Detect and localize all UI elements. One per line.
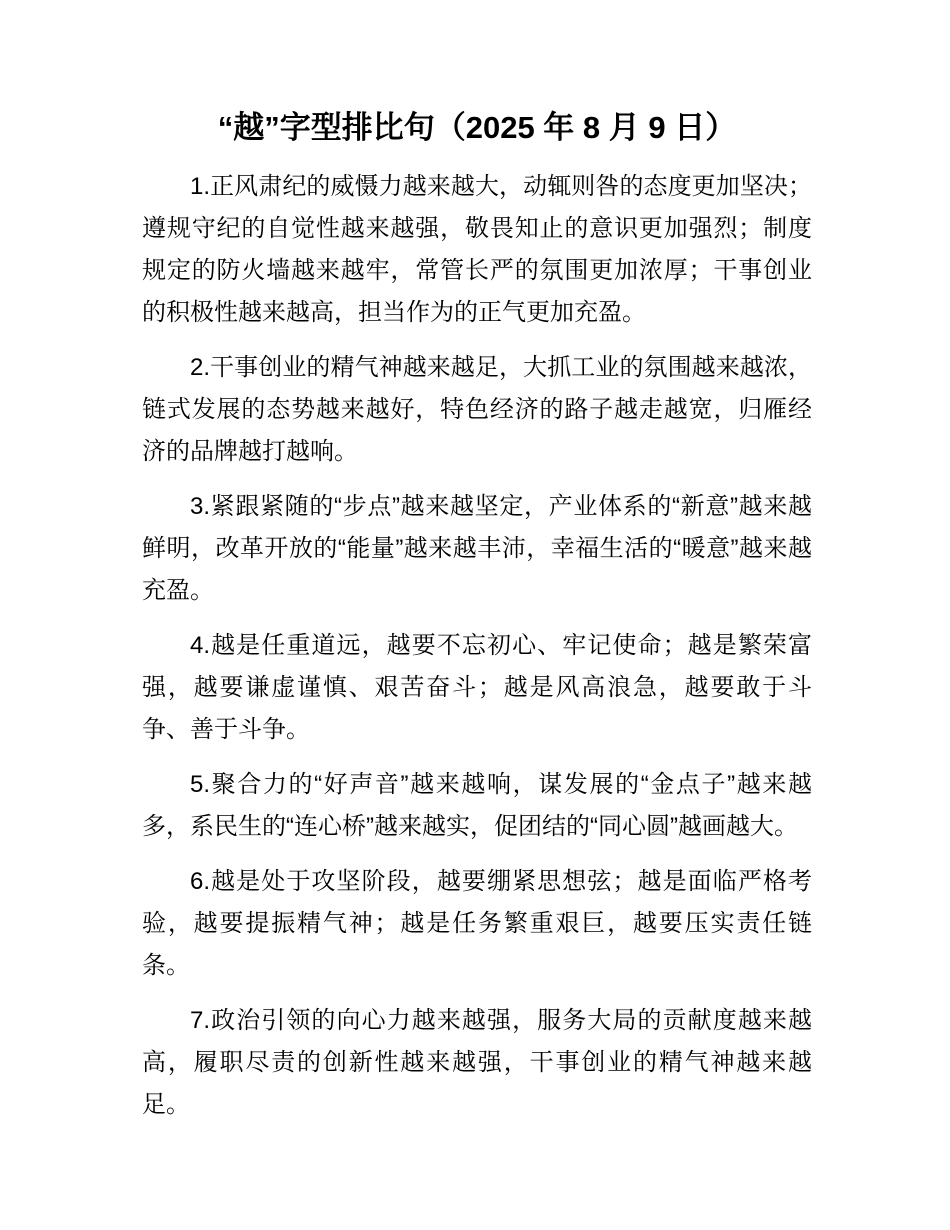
paragraph: 5.聚合力的“好声音”越来越响，谋发展的“金点子”越来越多，系民生的“连心桥”越来越实，促团结的“同心圆”越画越大。 xyxy=(142,771,812,840)
paragraph: 7.政治引领的向心力越来越强，服务大局的贡献度越来越高，履职尽责的创新性越来越强，干事创业的精气神越来越足。 xyxy=(142,1007,812,1118)
paragraph: 3.紧跟紧随的“步点”越来越坚定，产业体系的“新意”越来越鲜明，改革开放的“能量”越来越丰沛，幸福生活的“暖意”越来越充盈。 xyxy=(142,493,812,604)
document-body xyxy=(142,166,812,1126)
document-title: “越”字型排比句（2025 年 8 月 9 日） xyxy=(217,110,737,145)
paragraph: 6.越是处于攻坚阶段，越要绷紧思想弦；越是面临严格考验，越要提振精气神；越是任务繁重艰巨，越要压实责任链条。 xyxy=(142,868,812,979)
paragraph: 2.干事创业的精气神越来越足，大抓工业的氛围越来越浓，链式发展的态势越来越好，特色经济的路子越走越宽，归雁经济的品牌越打越响。 xyxy=(142,354,812,465)
paragraph: 1.正风肃纪的威慑力越来越大，动辄则咎的态度更加坚决；遵规守纪的自觉性越来越强，敬畏知止的意识更加强烈；制度规定的防火墙越来越牢，常管长严的氛围更加浓厚；干事创业的积极性越来越高，担当作为的正气更加充盈。 xyxy=(142,173,812,326)
paragraph: 4.越是任重道远，越要不忘初心、牢记使命；越是繁荣富强，越要谦虚谨慎、艰苦奋斗；越是风高浪急，越要敢于斗争、善于斗争。 xyxy=(142,632,812,743)
